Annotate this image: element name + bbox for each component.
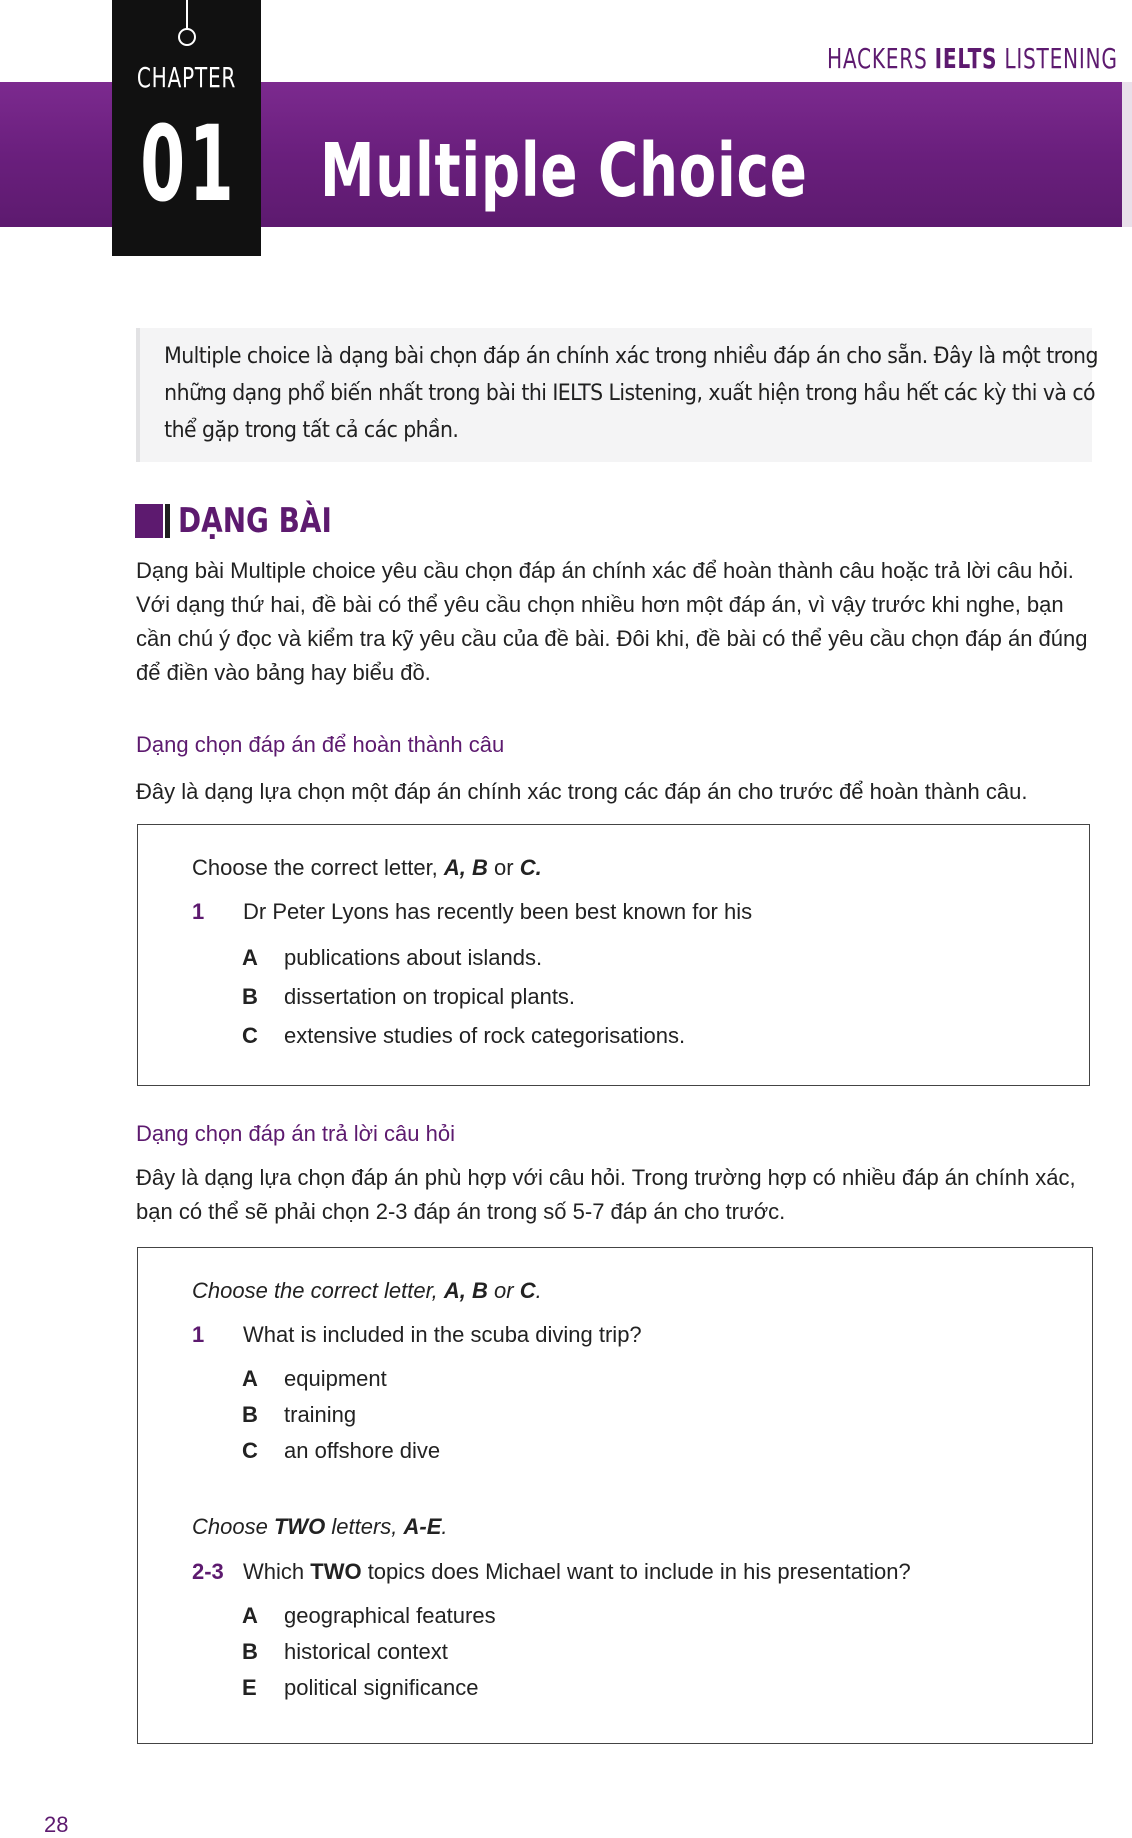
option: B training bbox=[242, 1402, 357, 1427]
type2-title: Dạng chọn đáp án trả lời câu hỏi bbox=[136, 1121, 455, 1146]
heading-marker-icon bbox=[135, 504, 163, 538]
type2-desc: Đây là dạng lựa chọn đáp án phù hợp với câu hỏi. Trong trường hợp có nhiều đáp án chính xác, bạn có thể sẽ phải chọn 2-3 đáp án trong số 5-7 đáp án cho trước. bbox=[136, 1165, 1076, 1224]
book-brand: HACKERS IELTS LISTENING bbox=[827, 42, 1118, 75]
intro-box bbox=[136, 328, 1098, 462]
type1-desc: Đây là dạng lựa chọn một đáp án chính xác trong các đáp án cho trước để hoàn thành câu. bbox=[136, 779, 1028, 804]
example-box-1 bbox=[137, 824, 1090, 1086]
heading-bar-icon bbox=[165, 504, 170, 538]
question: 1 What is included in the scuba diving trip? bbox=[192, 1322, 642, 1347]
instruction: Choose TWO letters, A-E. bbox=[192, 1514, 448, 1539]
option: A publications about islands. bbox=[242, 945, 543, 970]
badge-ring-icon bbox=[178, 28, 196, 46]
option: C an offshore dive bbox=[242, 1438, 441, 1463]
chapter-number: 01 bbox=[140, 103, 238, 225]
section-heading bbox=[135, 501, 366, 541]
section-paragraph: Dạng bài Multiple choice yêu cầu chọn đáp án chính xác để hoàn thành câu hoặc trả lời câu hỏi. Với dạng thứ hai, đề bài có thể yêu cầu chọn nhiều hơn một đáp án, vì vậy trước khi nghe, bạn cần chú ý đọc và kiểm tra kỹ yêu cầu của đề bài. Đôi khi, đề bài có thể yêu cầu chọn đáp án đúng để điền vào bảng hay biểu đồ. bbox=[136, 558, 1088, 685]
option: C extensive studies of rock categorisations. bbox=[242, 1023, 686, 1048]
type1-title: Dạng chọn đáp án để hoàn thành câu bbox=[136, 732, 505, 757]
option: B historical context bbox=[242, 1639, 448, 1664]
example-box-2 bbox=[137, 1247, 1093, 1744]
section-heading-text: DẠNG BÀI bbox=[178, 501, 332, 541]
option: E political significance bbox=[242, 1675, 479, 1700]
page-title: Multiple Choice bbox=[320, 128, 808, 214]
option: A equipment bbox=[242, 1366, 387, 1391]
chapter-label: CHAPTER bbox=[136, 61, 237, 94]
option: B dissertation on tropical plants. bbox=[242, 984, 576, 1009]
instruction: Choose the correct letter, A, B or C. bbox=[192, 855, 542, 880]
chapter-badge bbox=[112, 0, 261, 256]
page-number: 28 bbox=[44, 1812, 69, 1837]
option: A geographical features bbox=[242, 1603, 496, 1628]
question: 2-3 Which TWO topics does Michael want to include in his presentation? bbox=[192, 1559, 911, 1584]
question: 1 Dr Peter Lyons has recently been best known for his bbox=[192, 899, 753, 924]
instruction: Choose the correct letter, A, B or C. bbox=[192, 1278, 542, 1303]
intro-text: Multiple choice là dạng bài chọn đáp án chính xác trong nhiều đáp án cho sẵn. Đây là một trong những dạng phổ biến nhất trong bài thi IELTS Listening, xuất hiện trong hầu hết các kỳ thi và có thể gặp trong tất cả các phần. bbox=[164, 344, 1098, 443]
badge-stem bbox=[186, 0, 188, 29]
